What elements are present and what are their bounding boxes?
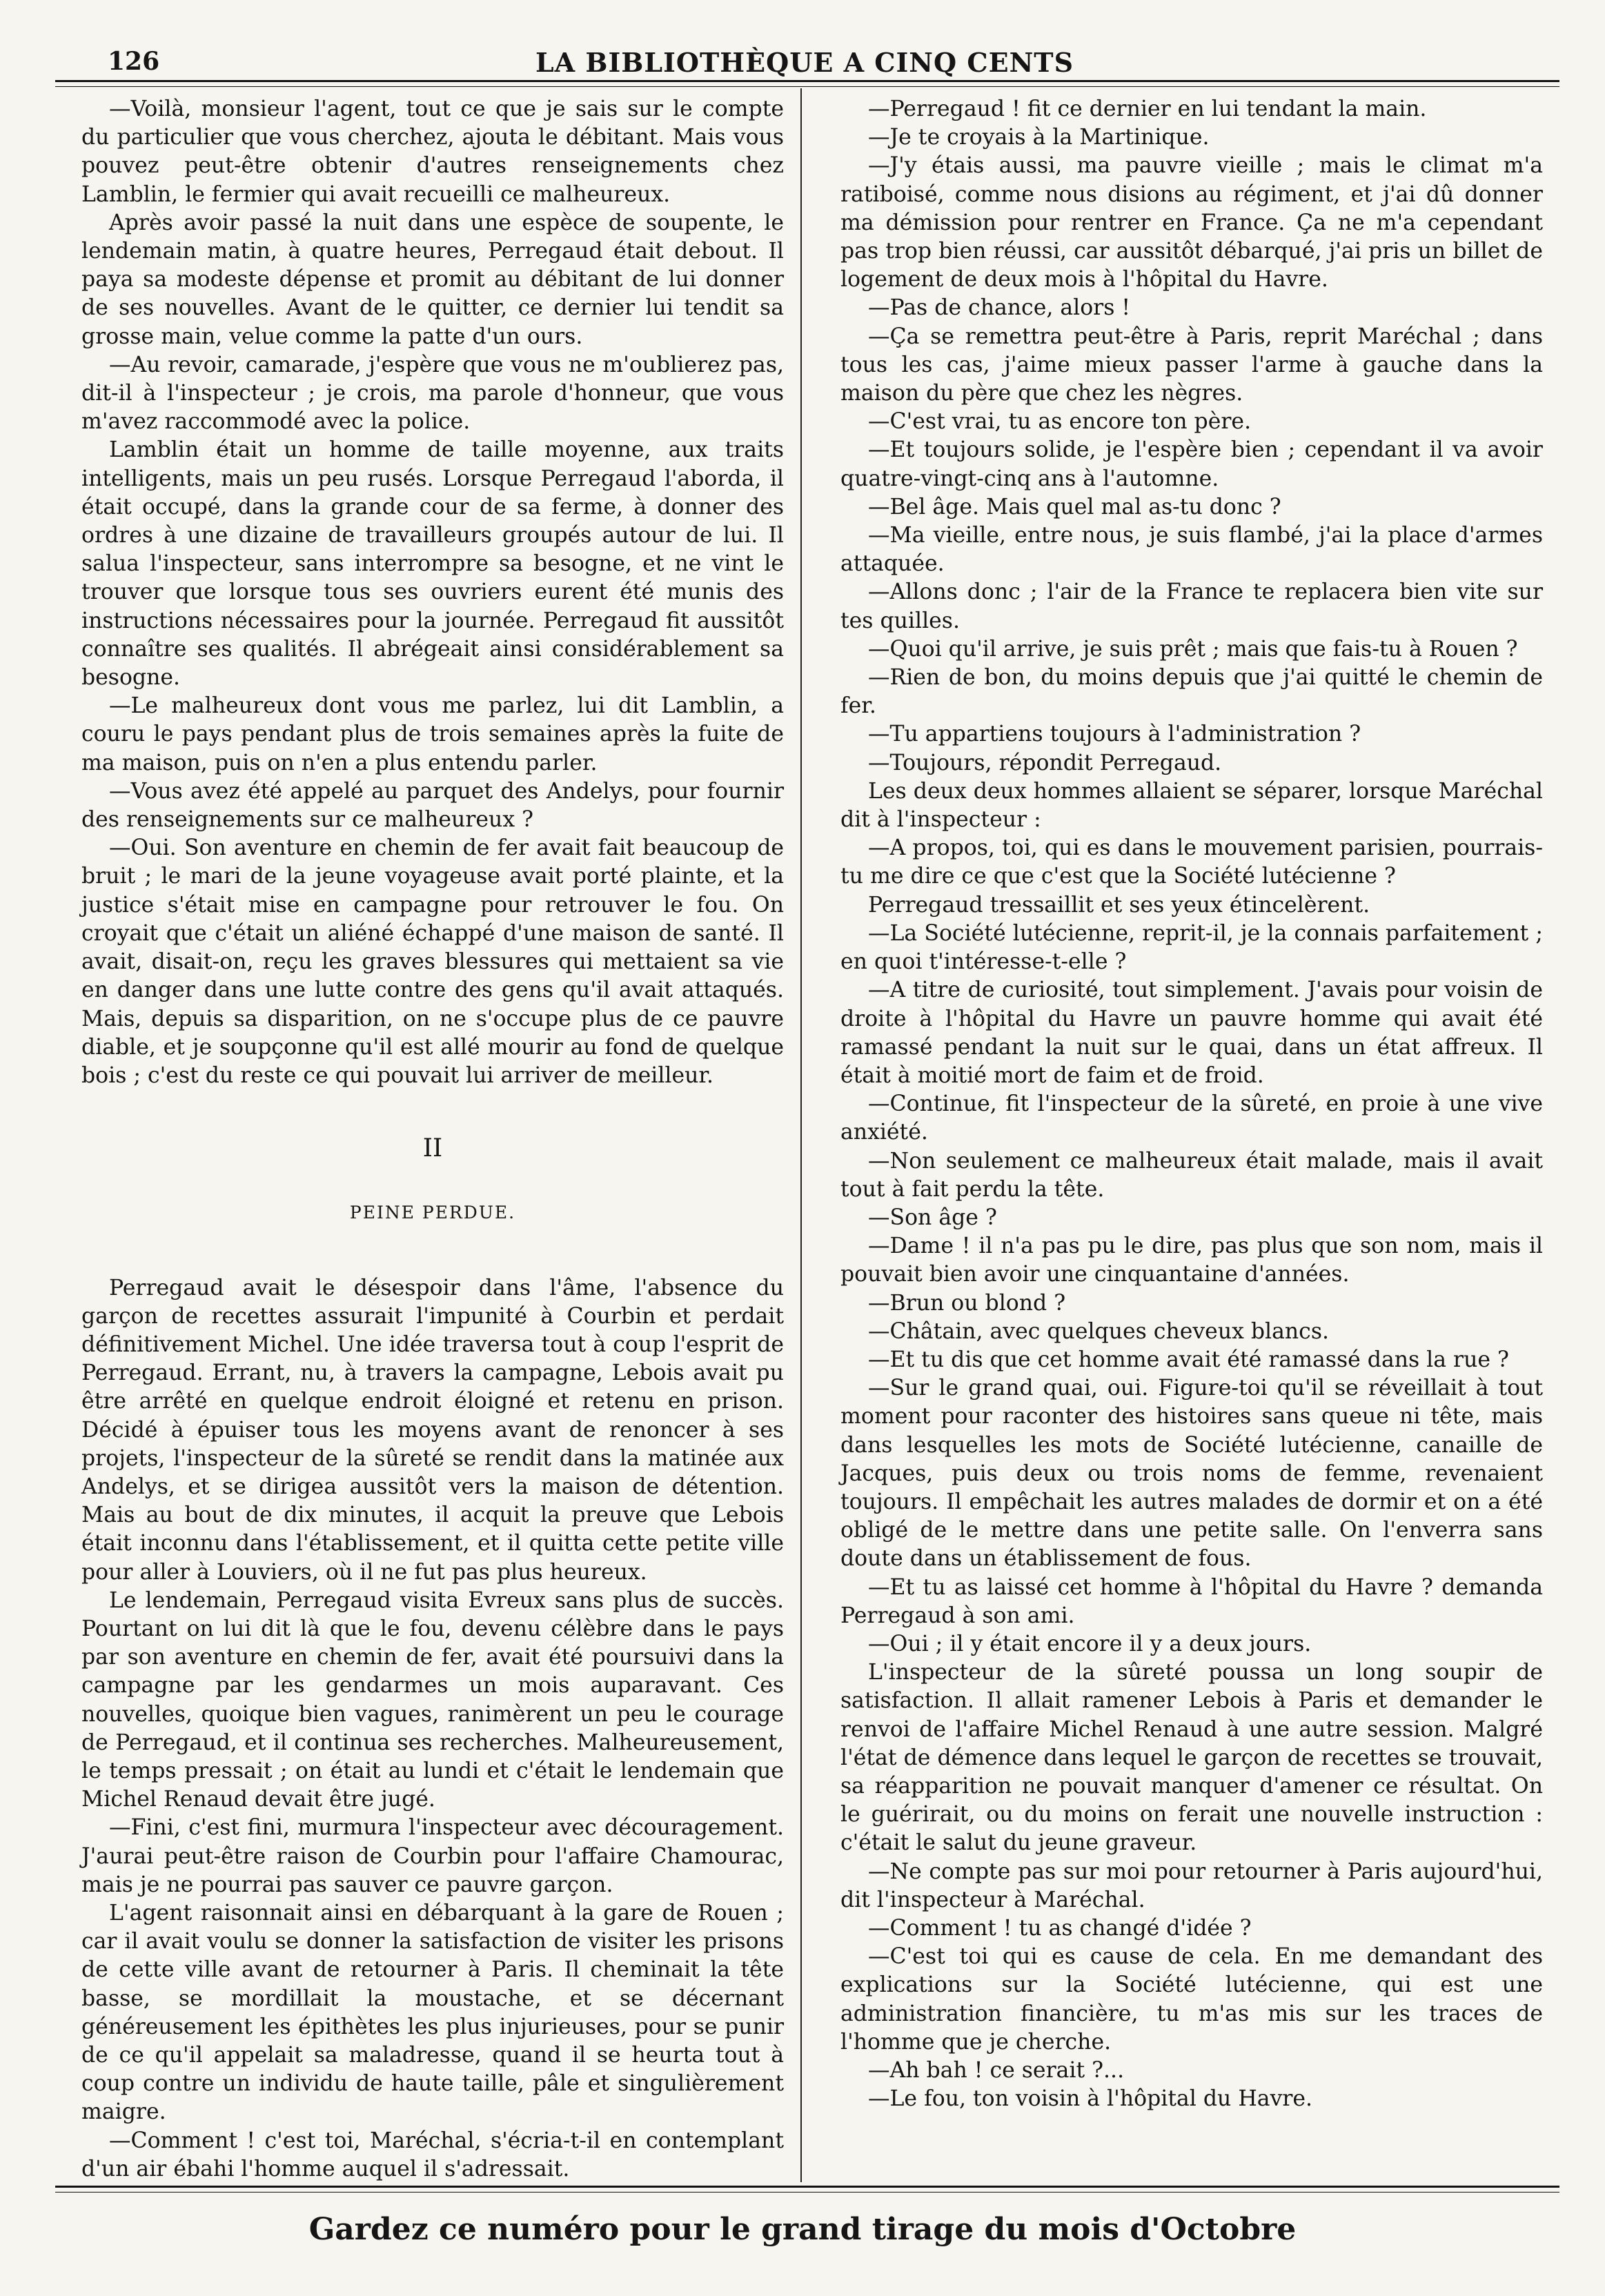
paragraph: —C'est toi qui es cause de cela. En me demandant des explications sur la Société lutécienne, qui est une administration financière, tu m'as mis sur les traces de l'homme que je cherche. xyxy=(840,1944,1543,2055)
paragraph: —Vous avez été appelé au parquet des Andelys, pour fournir des renseignements sur ce malheureux ? xyxy=(81,778,784,833)
paragraph: Lamblin était un homme de taille moyenne, aux traits intelligents, mais un peu rusés. Lorsque Perregaud l'aborda, il était occupé, dans la grande cour de sa ferme, à donner des ordres à une dizaine de travailleurs groupés autour de lui. Il salua l'inspecteur, sans interrompre sa besogne, et ne vint le trouver que lorsque tous ses ouvriers eurent été munis des instructions nécessaires pour la journée. Perregaud fit aussitôt connaître ses qualités. Il abrégeait ainsi considérablement sa besogne. xyxy=(81,437,784,691)
paragraph: Les deux deux hommes allaient se séparer, lorsque Maréchal dit à l'inspecteur : xyxy=(840,778,1543,833)
paragraph: —Voilà, monsieur l'agent, tout ce que je sais sur le compte du particulier que vous cherchez, ajouta le débitant. Mais vous pouvez peut-être obtenir d'autres renseignements chez Lamblin, le fermier qui avait recueilli ce malheureux. xyxy=(81,97,784,207)
paragraph: —Tu appartiens toujours à l'administration ? xyxy=(868,722,1361,747)
paragraph: —Pas de chance, alors ! xyxy=(868,295,1131,321)
page-number: 126 xyxy=(108,47,160,76)
paragraph: —Oui. Son aventure en chemin de fer avait fait beaucoup de bruit ; le mari de la jeune voyageuse avait porté plainte, et la justice s'était mise en campagne pour retrouver le fou. On croyait que c'était un aliéné échappé d'une maison de santé. Il avait, disait-on, reçu les graves blessures qui mettaient sa vie en danger dans une lutte contre des gens qu'il avait attaqués. Mais, depuis sa disparition, on ne s'occupe plus de ce pauvre diable, et je soupçonne qu'il est allé mourir au fond de quelque bois ; c'est du reste ce qui pouvait lui arriver de meilleur. xyxy=(81,835,784,1088)
paragraph: —Ne compte pas sur moi pour retourner à Paris aujourd'hui, dit l'inspecteur à Maréchal. xyxy=(840,1859,1543,1912)
paragraph: —Bel âge. Mais quel mal as-tu donc ? xyxy=(868,494,1281,519)
paragraph: L'agent raisonnait ainsi en débarquant à la gare de Rouen ; car il avait voulu se donner la satisfaction de visiter les prisons de cette ville avant de retourner à Paris. Il cheminait la tête basse, se mordillait la moustache, et se décernant généreusement les épithètes les plus injurieuses, pour se punir de ce qu'il appelait sa maladresse, quand il se heurta tout à coup contre un individu de haute taille, pâle et singulièrement maigre. xyxy=(81,1900,784,2125)
paragraph: —Allons donc ; l'air de la France te replacera bien vite sur tes quilles. xyxy=(840,580,1543,633)
paragraph: Le lendemain, Perregaud visita Evreux sans plus de succès. Pourtant on lui dit là que le fou, devenu célèbre dans le pays par son aventure en chemin de fer, avait été poursuivi dans la campagne par les gendarmes un mois auparavant. Ces nouvelles, quoique bien vagues, ranimèrent un peu le courage de Perregaud, et il continua ses recherches. Malheureusement, le temps pressait ; on était au lundi et c'était le lendemain que Michel Renaud devait être jugé. xyxy=(81,1587,784,1812)
footer-notice: Gardez ce numéro pour le grand tirage du mois d'Octobre xyxy=(308,2212,1297,2247)
paragraph: —Fini, c'est fini, murmura l'inspecteur avec découragement. J'aurai peut-être raison de Courbin pour l'affaire Chamourac, mais je ne pourrai pas sauver ce pauvre garçon. xyxy=(81,1815,784,1897)
paragraph: —Et tu dis que cet homme avait été ramassé dans la rue ? xyxy=(868,1347,1509,1372)
section-title: PEINE PERDUE. xyxy=(349,1203,516,1223)
paragraph: Perregaud tressaillit et ses yeux étincelèrent. xyxy=(868,892,1370,918)
paragraph: —Toujours, répondit Perregaud. xyxy=(868,750,1222,775)
column-divider xyxy=(800,88,802,2182)
header-rule-thin xyxy=(55,86,1559,87)
paragraph: —Châtain, avec quelques cheveux blancs. xyxy=(868,1318,1330,1344)
paragraph: —Le malheureux dont vous me parlez, lui dit Lamblin, a couru le pays pendant plus de trois semaines après la fuite de ma maison, puis on n'en a plus entendu parler. xyxy=(81,693,784,775)
paragraph: —Oui ; il y était encore il y a deux jours. xyxy=(868,1631,1312,1656)
paragraph: —Quoi qu'il arrive, je suis prêt ; mais que fais-tu à Rouen ? xyxy=(868,636,1518,662)
paragraph: —Ma vieille, entre nous, je suis flambé, j'ai la place d'armes attaquée. xyxy=(840,523,1543,577)
paragraph: —Le fou, ton voisin à l'hôpital du Havre. xyxy=(868,2086,1313,2112)
header-rule xyxy=(55,80,1559,82)
paragraph: —Comment ! c'est toi, Maréchal, s'écria-t-il en contemplant d'un air ébahi l'homme auquel il s'adressait. xyxy=(81,2128,784,2181)
left-column xyxy=(81,95,784,2184)
paragraph: —Continue, fit l'inspecteur de la sûreté, en proie à une vive anxiété. xyxy=(840,1091,1543,1145)
paragraph: Après avoir passé la nuit dans une espèce de soupente, le lendemain matin, à quatre heures, Perregaud était debout. Il paya sa modeste dépense et promit au débitant de lui donner de ses nouvelles. Avant de le quitter, ce dernier lui tendit sa grosse main, velue comme la patte d'un ours. xyxy=(81,210,784,349)
paragraph: —Non seulement ce malheureux était malade, mais il avait tout à fait perdu la tête. xyxy=(840,1148,1543,1202)
paragraph: —Au revoir, camarade, j'espère que vous ne m'oublierez pas, dit-il à l'inspecteur ; je crois, ma parole d'honneur, que vous m'avez raccommodé avec la police. xyxy=(81,352,784,435)
paragraph: —Son âge ? xyxy=(868,1205,997,1230)
paragraph: —A propos, toi, qui es dans le mouvement parisien, pourrais-tu me dire ce que c'est que la Société lutécienne ? xyxy=(840,835,1543,889)
paragraph: —C'est vrai, tu as encore ton père. xyxy=(868,409,1252,435)
paragraph: —Ah bah ! ce serait ?... xyxy=(868,2058,1125,2084)
paragraph: —Perregaud ! fit ce dernier en lui tendant la main. xyxy=(868,97,1427,121)
paragraph: —Rien de bon, du moins depuis que j'ai quitté le chemin de fer. xyxy=(840,665,1543,719)
paragraph: —Et toujours solide, je l'espère bien ; cependant il va avoir quatre-vingt-cinq ans à l'automne. xyxy=(840,437,1543,491)
paragraph: —La Société lutécienne, reprit-il, je la connais parfaitement ; en quoi t'intéresse-t-elle ? xyxy=(840,920,1543,975)
paragraph: —Dame ! il n'a pas pu le dire, pas plus que son nom, mais il pouvait bien avoir une cinquantaine d'années. xyxy=(840,1234,1543,1287)
footer-rule-thin xyxy=(55,2192,1559,2193)
paragraph: —Comment ! tu as changé d'idée ? xyxy=(868,1916,1252,1941)
paragraph: —A titre de curiosité, tout simplement. J'avais pour voisin de droite à l'hôpital du Havre un pauvre homme qui avait été ramassé pendant la nuit sur le quai, dans un état affreux. Il était à moitié mort de faim et de froid. xyxy=(840,978,1543,1088)
paragraph: —Brun ou blond ? xyxy=(868,1290,1066,1316)
paragraph: —J'y étais aussi, ma pauvre vieille ; mais le climat m'a ratiboisé, comme nous disions au régiment, et j'ai dû donner ma démission pour rentrer en France. Ça ne m'a cependant pas trop bien réussi, car aussitôt débarqué, j'ai pris un billet de logement de deux mois à l'hôpital du Havre. xyxy=(840,153,1543,293)
paragraph: —Je te croyais à la Martinique. xyxy=(868,125,1210,150)
paragraph: L'inspecteur de la sûreté poussa un long soupir de satisfaction. Il allait ramener Lebois à Paris et demander le renvoi de l'affaire Michel Renaud à une autre session. Malgré l'état de démence dans lequel le garçon de recettes se trouvait, sa réapparition ne pouvait manquer d'amener ce résultat. On le guérirait, ou du moins on ferait une nouvelle instruction : c'était le salut du jeune graveur. xyxy=(840,1660,1543,1856)
running-title: LA BIBLIOTHÈQUE A CINQ CENTS xyxy=(535,47,1074,78)
paragraph: Perregaud avait le désespoir dans l'âme, l'absence du garçon de recettes assurait l'impunité à Courbin et perdait définitivement Michel. Une idée traversa tout à coup l'esprit de Perregaud. Errant, nu, à travers la campagne, Lebois avait pu être arrêté en quelque endroit éloigné et retenu en prison. Décidé à épuiser tous les moyens avant de renoncer à ses projets, l'inspecteur de la sûreté se rendit dans la matinée aux Andelys, et se dirigea aussitôt vers la maison de détention. Mais au bout de dix minutes, il acquit la preuve que Lebois était inconnu dans l'établissement, et il quitta cette petite ville pour aller à Louviers, où il ne fut pas plus heureux. xyxy=(81,1275,784,1585)
right-column xyxy=(840,95,1543,2113)
paragraph: —Sur le grand quai, oui. Figure-toi qu'il se réveillait à tout moment pour raconter des histoires sans queue ni tête, mais dans lesquelles les mots de Société lutécienne, canaille de Jacques, puis deux ou trois noms de femme, revenaient toujours. Il empêchait les autres malades de dormir et on a été obligé de le mettre dans une petite salle. On l'enverra sans doute dans un établissement de fous. xyxy=(840,1376,1543,1572)
section-number: II xyxy=(422,1134,443,1163)
paragraph: —Et tu as laissé cet homme à l'hôpital du Havre ? demanda Perregaud à son ami. xyxy=(840,1574,1543,1628)
page-header xyxy=(81,46,1528,81)
paragraph: —Ça se remettra peut-être à Paris, reprit Maréchal ; dans tous les cas, j'aime mieux passer l'arme à gauche dans la maison du père que chez les nègres. xyxy=(840,324,1543,406)
footer-rule xyxy=(55,2186,1559,2188)
